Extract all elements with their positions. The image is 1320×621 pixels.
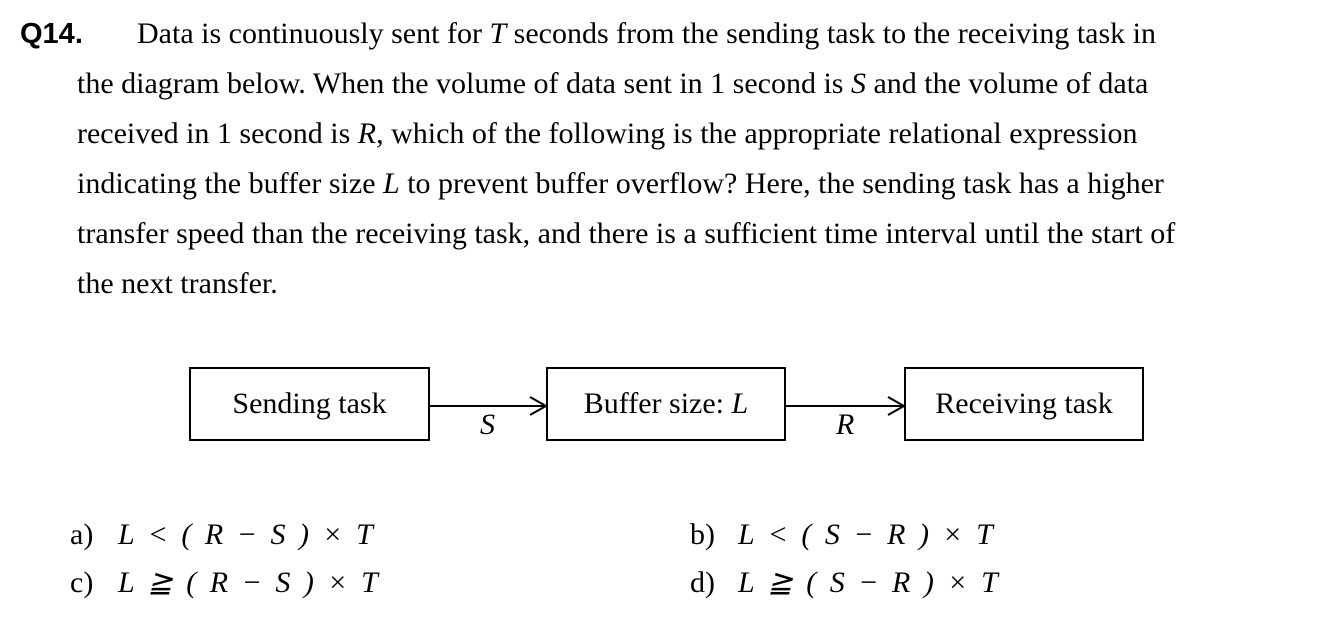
choice-expression: L < ( S − R ) × T [738, 518, 996, 551]
flow-label-r: R [836, 408, 855, 441]
flow-label-s: S [480, 408, 495, 441]
question-line-5: transfer speed than the receiving task, and there is a sufficient time interval until the start of [77, 217, 1176, 250]
choice-letter: a) [70, 518, 94, 551]
choice-letter: c) [70, 566, 94, 599]
receiving-task-label: Receiving task [935, 387, 1113, 420]
question-line-3: received in 1 second is R, which of the following is the appropriate relational expression [77, 117, 1138, 150]
choice-c[interactable] [70, 563, 381, 603]
receiving-task-box [904, 367, 1144, 441]
question-line-4: indicating the buffer size L to prevent buffer overflow? Here, the sending task has a higher [77, 167, 1164, 200]
choice-letter: d) [690, 566, 715, 599]
question-number: Q14. [20, 18, 83, 50]
choice-expression: L ≧ ( R − S ) × T [118, 566, 381, 599]
sending-task-box [189, 367, 430, 441]
buffer-box [546, 367, 786, 441]
buffer-label: Buffer size: L [583, 387, 749, 420]
choice-letter: b) [690, 518, 715, 551]
question-line-6: the next transfer. [77, 267, 278, 300]
choice-expression: L ≧ ( S − R ) × T [738, 566, 1001, 599]
sending-task-label: Sending task [232, 387, 387, 420]
question-line-1: Data is continuously sent for T seconds from the sending task to the receiving task in [137, 17, 1156, 50]
choice-expression: L < ( R − S ) × T [118, 518, 376, 551]
question-line-2: the diagram below. When the volume of data sent in 1 second is S and the volume of data [77, 67, 1149, 100]
choice-b[interactable] [690, 515, 996, 555]
choice-a[interactable] [70, 515, 376, 555]
choice-d[interactable] [690, 563, 1001, 603]
